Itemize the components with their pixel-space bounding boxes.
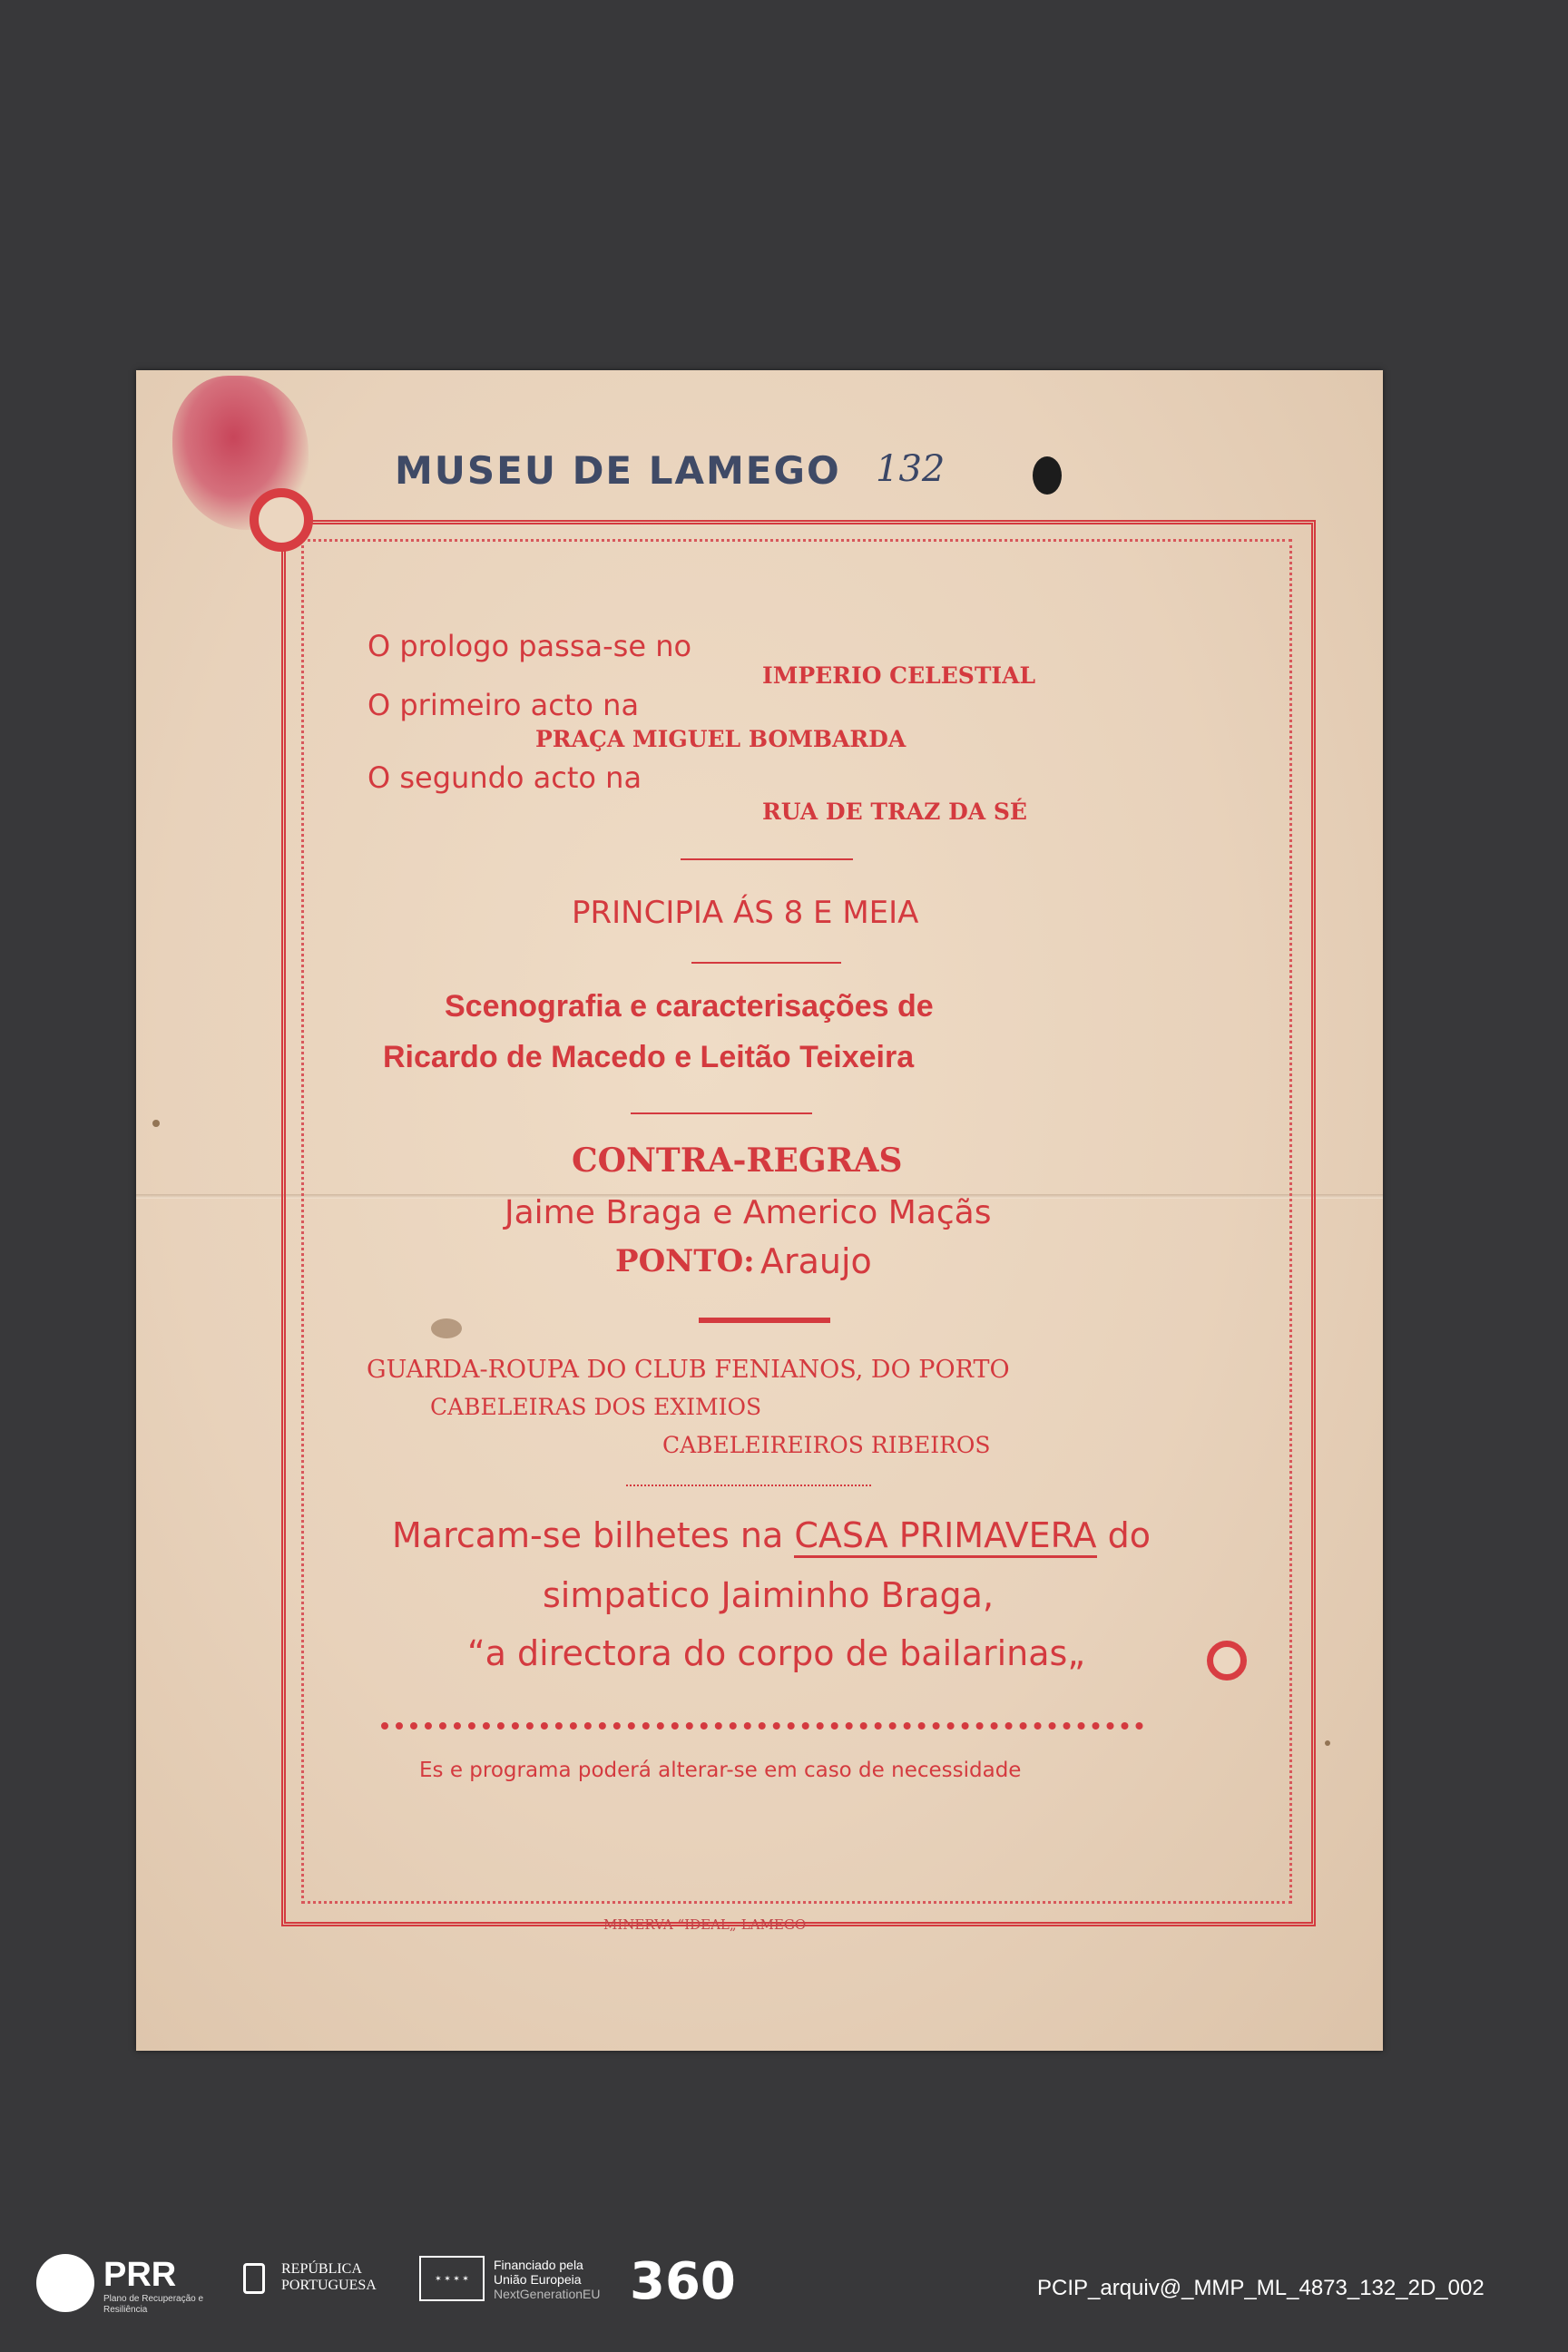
tickets-line1 [392, 1515, 1151, 1555]
divider [631, 1112, 812, 1114]
republica-line2: PORTUGUESA [281, 2278, 377, 2293]
act1-place: PRAÇA MIGUEL BOMBARDA [535, 726, 906, 752]
scenography-line2: Ricardo de Macedo e Leitão Teixeira [383, 1040, 915, 1074]
tickets-line2: simpatico Jaiminho Braga, [543, 1575, 995, 1615]
prologue-label: O prologo passa-se no [368, 629, 692, 663]
eu-line1: Financiado pela [494, 2258, 583, 2272]
republica-label [281, 2261, 377, 2294]
wardrobe-line2: CABELEIRAS DOS EXIMIOS [430, 1394, 762, 1420]
corner-rosette-icon [1207, 1641, 1247, 1681]
inventory-number: 132 [876, 448, 946, 490]
republica-line1: REPÚBLICA [281, 2261, 362, 2277]
museum-stamp: MUSEU DE LAMEGO [395, 448, 841, 493]
prr-subtitle: Plano de Recuperação e Resiliência [103, 2294, 204, 2315]
contra-regras-names: Jaime Braga e Americo Maçãs [505, 1194, 992, 1231]
start-time: PRINCIPIA ÁS 8 E MEIA [572, 895, 919, 931]
tickets-intro: Marcam-se bilhetes na [392, 1515, 784, 1555]
file-identifier: PCIP_arquiv@_MMP_ML_4873_132_2D_002 [1037, 2276, 1485, 2300]
divider [691, 962, 841, 964]
ponto-label: PONTO: [615, 1243, 755, 1279]
wardrobe-line3: CABELEIREIROS RIBEIROS [662, 1432, 991, 1458]
ticket-venue: CASA PRIMAVERA [794, 1515, 1096, 1558]
punch-hole [1033, 456, 1062, 495]
eu-label [494, 2258, 601, 2301]
change-notice: Es e programa poderá alterar-se em caso de necessidade [419, 1759, 1022, 1782]
footer-logos [0, 2232, 1568, 2350]
act1-label: O primeiro acto na [368, 688, 640, 722]
wardrobe-line1: GUARDA-ROUPA DO CLUB FENIANOS, DO PORTO [367, 1356, 1010, 1384]
prr-icon [36, 2254, 94, 2312]
ornament-divider [381, 1722, 1143, 1730]
prologue-place: IMPERIO CELESTIAL [762, 662, 1036, 689]
tickets-line3: “a directora do corpo de bailarinas„ [467, 1633, 1086, 1673]
scenography-line1: Scenografia e caracterisações de [445, 989, 934, 1024]
act2-label: O segundo acto na [368, 760, 642, 795]
ponto-name: Araujo [760, 1241, 872, 1281]
prr-label: PRR [103, 2256, 177, 2294]
contra-regras-heading: CONTRA-REGRAS [572, 1142, 903, 1180]
tickets-do: do [1107, 1515, 1151, 1555]
act2-place: RUA DE TRAZ DA SÉ [762, 799, 1027, 825]
republica-icon [243, 2263, 265, 2294]
eu-flag-icon: ✶ ✶ ✶ ✶ [419, 2256, 485, 2301]
divider-dotted [626, 1485, 871, 1486]
divider-bold [699, 1318, 830, 1323]
eu-line2: União Europeia [494, 2272, 582, 2287]
eu-line3: NextGenerationEU [494, 2287, 601, 2301]
program-leaflet [136, 370, 1383, 2051]
brand-360-logo: 360 [630, 2252, 736, 2311]
stain-spot [152, 1120, 160, 1127]
printer-credit: MINERVA “IDEAL„-LAMEGO [603, 1916, 807, 1933]
corner-rosette-icon [250, 488, 313, 552]
stain-spot [1325, 1740, 1330, 1746]
divider [681, 858, 853, 860]
